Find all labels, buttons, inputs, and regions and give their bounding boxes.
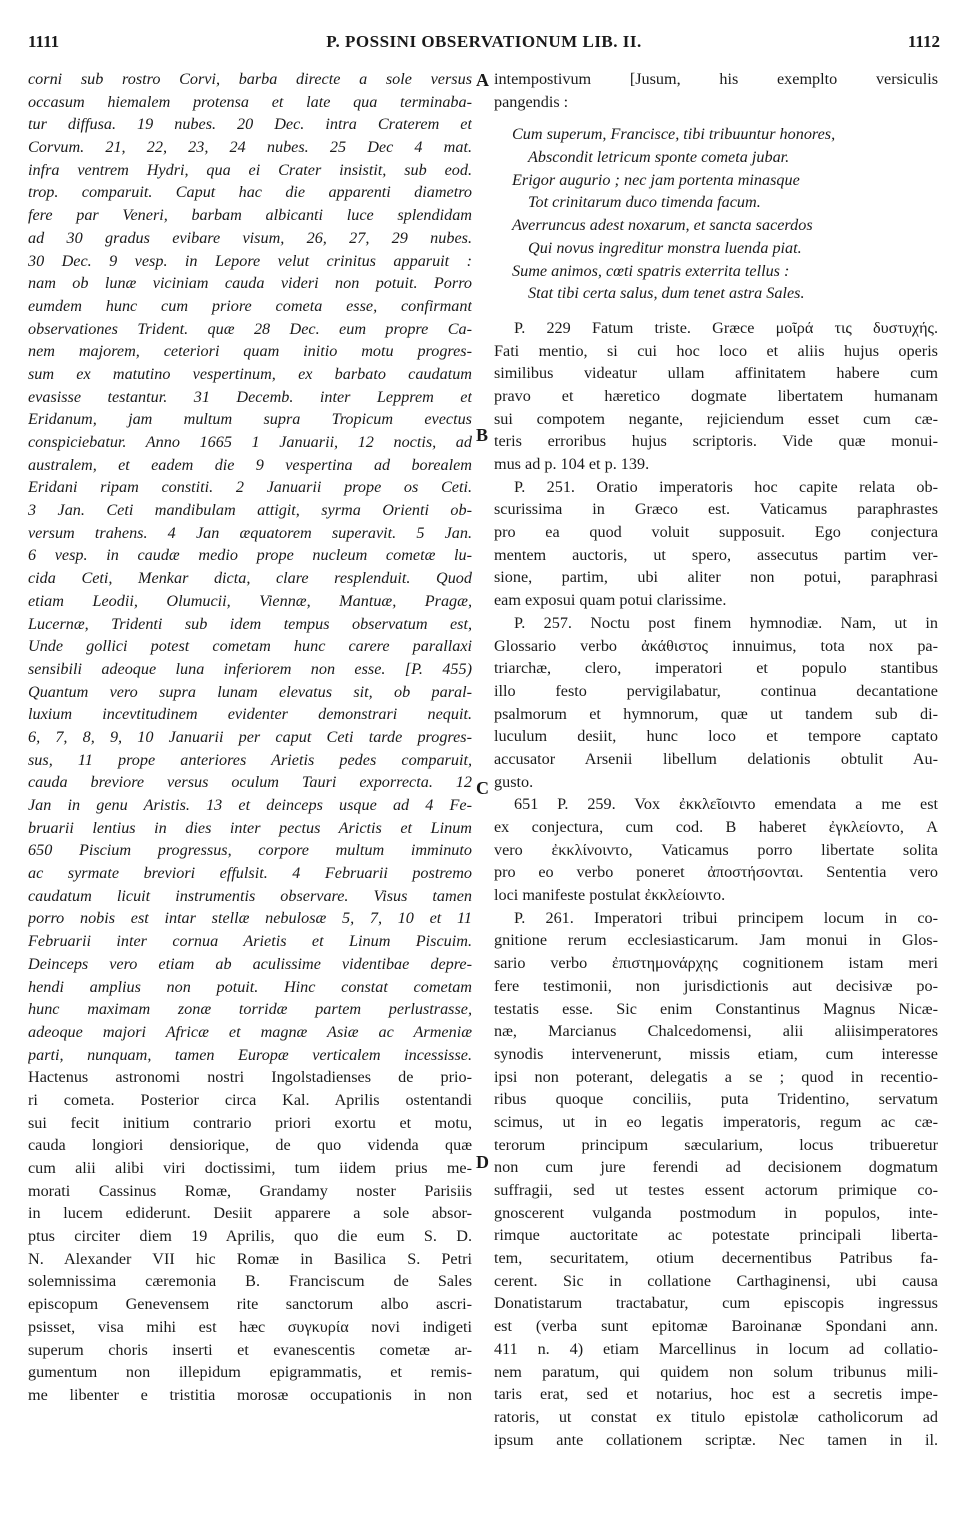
text-line: sui compotem negante, rejiciendum esset cum cæ-	[494, 409, 938, 428]
text-line: Februarii inter cornua Arietis et Linum Piscuim.	[28, 932, 472, 951]
text-line: 650 Piscium progressus, corpore multum imminuto	[28, 841, 472, 860]
text-line: Glossario verbo ἀκάθιστος innuimus, tota nox pa-	[494, 636, 938, 655]
text-line: similibus videatur ullam affinitatem habere cum	[494, 364, 938, 383]
text-line: vero ἐκκλίνοιντο, Vaticamus porro libertate solita	[494, 840, 938, 859]
text-line: ribus quoque conciliis, puta Tridentino, servatum	[494, 1090, 938, 1109]
text-line: terorum principum sæcularium, locus tribueretur	[494, 1135, 938, 1154]
text-line: sario verbo ἐπιστημονάρχης cognitionem istam meri	[494, 954, 938, 973]
text-line: pro eo verbo poneret ἀποστήσονται. Sententia vero	[494, 863, 938, 882]
text-line: pravo et hæretico dogmate libertatem humanam	[494, 386, 938, 405]
text-line: ipsi non poterant, delegatis a se ; quod in recentio-	[494, 1067, 938, 1086]
text-line: corni sub rostro Corvi, barba directe a sole versus	[28, 70, 472, 88]
text-line: Erigor augurio ; nec jam portenta minasque	[512, 170, 800, 189]
text-line: conspiciebatur. Anno 1665 1 Januarii, 12 noctis, ad	[28, 433, 472, 451]
text-line: P. 251. Oratio imperatoris hoc capite relata ob-	[514, 477, 938, 496]
text-line: intempostivum [Jusum, his exemplto versiculis	[494, 70, 938, 88]
text-line: adeoque majori Africæ et magnæ Asiæ ac Armeniæ	[28, 1022, 472, 1041]
text-line: ri cometa. Posterior circa Kal. Aprilis ostentandi	[28, 1090, 472, 1109]
running-title: P. POSSINI OBSERVATIONUM LIB. II.	[326, 32, 642, 51]
text-line: parti, nunquam, tamen Europæ verticalem incessisse.	[28, 1045, 472, 1064]
text-line: luxium incevtitudinem evidenter demonstrari nequit.	[28, 705, 472, 724]
text-line: cerent. Sic in collatione Carthaginensi, ubi causa	[494, 1271, 938, 1290]
text-line: luculum desiit, hunc loco et tempore captato	[494, 727, 938, 746]
text-line: caudatum licuit instrumentis observare. Visus tamen	[28, 886, 472, 905]
text-line: næ, Marcianus Chalcedomensi, alii aliisimperatores	[494, 1022, 938, 1041]
text-line: evasisse testantur. 31 Decemb. inter Lepprem et	[28, 387, 472, 406]
text-line: superum choris inserti et evanescentis cometæ ar-	[28, 1340, 472, 1359]
text-line: tur diffusa. 19 nubes. 20 Dec. intra Craterem et	[28, 115, 472, 134]
text-line: testatis esse. Sic enim Constantinus Magnus Nicæ-	[494, 999, 938, 1018]
text-line: sum ex matutino vespertinum, ex barbato caudatum	[28, 364, 472, 383]
text-line: cauda longiori densiorique, de quo videnda quæ	[28, 1136, 472, 1155]
margin-marker-b: B	[476, 425, 489, 445]
text-line: Unde gollici potest cometam hunc carere parallaxi	[28, 637, 472, 656]
text-line: ratoris, ut constat ex titulo epistolæ catholicorum ad	[494, 1407, 938, 1426]
text-line: sione, partim, ubi aliter non potui, paraphrasi	[494, 568, 938, 587]
text-line: ac syrmate breviori effulsit. 4 Februarii postremo	[28, 864, 472, 883]
text-line: sus, 11 prope anteriores Arietis pedes comparuit,	[28, 750, 472, 769]
text-line: gnoscerent vulganda postmodum in populos, inte-	[494, 1203, 938, 1222]
text-line: Eridanum, jam multum supra Tropicum evectus	[28, 410, 472, 429]
text-line: teris erroribus hujus scriptoris. Vide quæ monui-	[494, 432, 938, 451]
text-line: trop. comparuit. Caput hac die apparenti diametro	[28, 183, 472, 202]
text-line: 651 P. 259. Vox ἐκκλεῖοιντο emendata a me est	[514, 795, 938, 814]
text-line: Averruncus adest noxarum, et sancta sacerdos	[512, 216, 813, 235]
text-line: fere testimonii, non jurisdictionis aut decisivæ po-	[494, 976, 938, 995]
text-line: fere par Veneri, barbam albicanti luce splendidam	[28, 206, 472, 225]
text-line: ex conjectura, cum cod. B haberet ἐγκλείοντο, A	[494, 818, 938, 836]
text-line: me libenter e tristitia morosæ occupationis in non	[28, 1385, 472, 1404]
text-line: cum alii alibi viri doctissimi, tum iidem prius me-	[28, 1159, 472, 1177]
text-line: 6, 7, 8, 9, 10 Januarii per caput Ceti tarde progres-	[28, 727, 472, 746]
text-line: tem, securitatem, otium decernentibus Patribus fa-	[494, 1249, 938, 1268]
text-line: sensibili adeoque luna inferiorem non esse. [P. 455)	[28, 659, 472, 678]
text-line: loci manifeste postulat ἐκκλείοιντο.	[494, 886, 726, 905]
left-column	[28, 68, 472, 1407]
text-line: psalmorum et hymnorum, quæ ut tandem sub di-	[494, 704, 938, 723]
line-spacer	[494, 305, 938, 317]
text-line: ad 30 gradus evibare visum, 26, 27, 29 nubes.	[28, 228, 472, 247]
text-line: hunc maximam zonæ torridæ partem perlustrasse,	[28, 1000, 472, 1019]
text-line: Cum superum, Francisce, tibi tribuuntur honores,	[512, 125, 836, 144]
text-line: pangendis :	[494, 92, 569, 111]
text-line: observationes Trident. quæ 28 Dec. eum propre Ca-	[28, 319, 472, 338]
text-line: Quantum vero supra lunam elevatus sit, ob paral-	[28, 682, 472, 701]
text-line: 30 Dec. 9 vesp. in Lepore velut crinitus apparuit :	[28, 251, 472, 270]
text-line: Stat tibi certa salus, dum tenet astra Sales.	[528, 284, 805, 303]
text-line: Lucernæ, Tridenti sub idem tempus observatum est,	[28, 614, 472, 633]
text-line: scimus, ut in eo legatis imperatoris, regum ac cæ-	[494, 1112, 938, 1131]
text-line: Jan in genu Aristis. 13 et deinceps usque ad 4 Fe-	[28, 796, 472, 814]
text-line: cauda breviore versus oculum Tauri exporrecta. 12	[28, 773, 472, 792]
text-line: accusator Arsenii libellum delationis obtulit Au-	[494, 749, 938, 768]
text-line: est (verba sunt epitomæ Baroinanæ Spondani ann.	[494, 1317, 938, 1336]
margin-marker-c: C	[476, 778, 489, 798]
text-line: N. Alexander VII hic Romæ in Basilica S. Petri	[28, 1249, 472, 1268]
text-line: cida Ceti, Menkar dicta, clare resplenduit. Quod	[28, 569, 472, 588]
text-line: illo festo pervigilabatur, continua decantatione	[494, 681, 938, 700]
margin-marker-a: A	[476, 70, 489, 90]
text-line: mus ad p. 104 et p. 139.	[494, 455, 650, 473]
text-line: ipsum ante collationem scriptæ. Nec tamen in il.	[494, 1430, 938, 1449]
right-column	[494, 68, 938, 1451]
text-line: nam ob lunæ viciniam cauda videri non potuit. Porro	[28, 274, 472, 293]
text-line: psisset, visa mihi est hæc συγκυρία novi indigeti	[28, 1317, 472, 1336]
text-line: australem, et eadem die 9 vespertina ad borealem	[28, 455, 472, 474]
text-line: episcopum Genevensem rite sanctorum albo ascri-	[28, 1295, 472, 1314]
text-line: pro ea quod voluit supposuit. Ego conjectura	[494, 523, 938, 542]
text-line: solemnissima cæremonia B. Franciscum de Sales	[28, 1272, 472, 1291]
text-line: sui fecit initium contrario priori exortu et motu,	[28, 1113, 472, 1132]
text-line: gumentum non illepidum epigrammatis, et remis-	[28, 1363, 472, 1382]
text-line: nem paratum, qui quidem non solum tribunus mili-	[494, 1362, 938, 1381]
line-spacer	[494, 113, 938, 123]
text-line: 6 vesp. in caudæ medio prope nucleum cometæ lu-	[28, 546, 472, 565]
text-line: eumdem hunc cum priore cometa esse, confirmant	[28, 296, 472, 315]
text-line: Corvum. 21, 22, 23, 24 nubes. 25 Dec 4 mat.	[28, 138, 472, 157]
text-line: ptus circiter diem 19 Aprilis, quo die eum S. D.	[28, 1227, 472, 1246]
text-line: synodis intervenerunt, missis etiam, cum interesse	[494, 1044, 938, 1063]
text-line: bruarii lentius in dies inter pectus Arictis et Linum	[28, 818, 472, 837]
text-line: mentem auctoris, ut spero, assecutus partim ver-	[494, 545, 938, 564]
text-line: in lucem ediderunt. Desiit apparere a sole absor-	[28, 1204, 472, 1223]
text-line: etiam Leodii, Olumucii, Viennæ, Mantuæ, Pragæ,	[28, 591, 472, 610]
text-line: taris erat, sed et notarius, hoc est a secretis impe-	[494, 1385, 938, 1404]
text-line: Deinceps vero etiam ab aculissime videntibae depre-	[28, 954, 472, 973]
text-line: rimque auctoritate ac potestate principali liberta-	[494, 1226, 938, 1245]
page-number-right: 1112	[907, 32, 940, 51]
text-line: nem majorem, ceteriori quam initio motu progres-	[28, 342, 472, 361]
text-line: Tot crinitarum duco timenda facum.	[528, 193, 761, 212]
text-line: Sume animos, cœti spatris exterrita tellus :	[512, 261, 790, 280]
text-line: versum trahens. 4 Jan æquatorem superavit. 5 Jan.	[28, 523, 472, 542]
text-line: non cum jure ferendi ad decisionem dogmatum	[494, 1158, 938, 1177]
text-line: P. 261. Imperatori tribui principem locum in co-	[514, 908, 938, 927]
text-line: hendi amplius non potuit. Hinc constat cometam	[28, 977, 472, 996]
text-line: P. 229 Fatum triste. Græce μοῖρά τις δυστυχής.	[514, 318, 938, 337]
text-line: occasum hiemalem protensa et late qua terminaba-	[28, 92, 472, 111]
text-line: Fati mentio, si cui hoc loco et aliis hujus operis	[494, 341, 938, 360]
text-line: Abscondit letricum sponte cometa jubar.	[528, 148, 790, 167]
page-number-left: 1111	[28, 32, 60, 51]
text-line: gnitione rerum ecclesiasticarum. Jam monui in Glos-	[494, 931, 938, 950]
text-line: eam exposui quam potui clarissime.	[494, 591, 727, 610]
text-line: 411 n. 4) etiam Marcellinus in locum ad collatio-	[494, 1339, 938, 1358]
text-line: P. 257. Noctu post finem hymnodiæ. Nam, ut in	[514, 613, 938, 632]
text-line: porro nobis est intar stellæ nebulosæ 5, 7, 10 et 11	[28, 909, 472, 928]
text-line: triarchæ, clero, imperatori et populo stantibus	[494, 659, 938, 678]
text-line: suffragii, sed ut testes essent actorum primique co-	[494, 1181, 938, 1199]
running-header	[28, 32, 940, 56]
text-line: Donatistarum tractabatur, cum episcopis ingressus	[494, 1294, 938, 1313]
text-line: Qui novus ingreditur monstra luenda piat.	[528, 238, 802, 257]
text-line: morati Cassinus Romæ, Grandamy noster Parisiis	[28, 1181, 472, 1200]
margin-marker-d: D	[476, 1152, 489, 1172]
text-line: scurissima in Græco est. Vaticamus paraphrastes	[494, 500, 938, 519]
text-line: Hactenus astronomi nostri Ingolstadienses de prio-	[28, 1068, 472, 1087]
text-line: infra ventrem Hydri, qua ei Crater insistit, sub eod.	[28, 160, 472, 179]
text-line: gusto.	[494, 772, 534, 791]
text-line: 3 Jan. Ceti mandibulam attigit, syrma Orienti ob-	[28, 501, 472, 520]
text-line: Eridani ripam constiti. 2 Januarii prope os Ceti.	[28, 478, 472, 497]
